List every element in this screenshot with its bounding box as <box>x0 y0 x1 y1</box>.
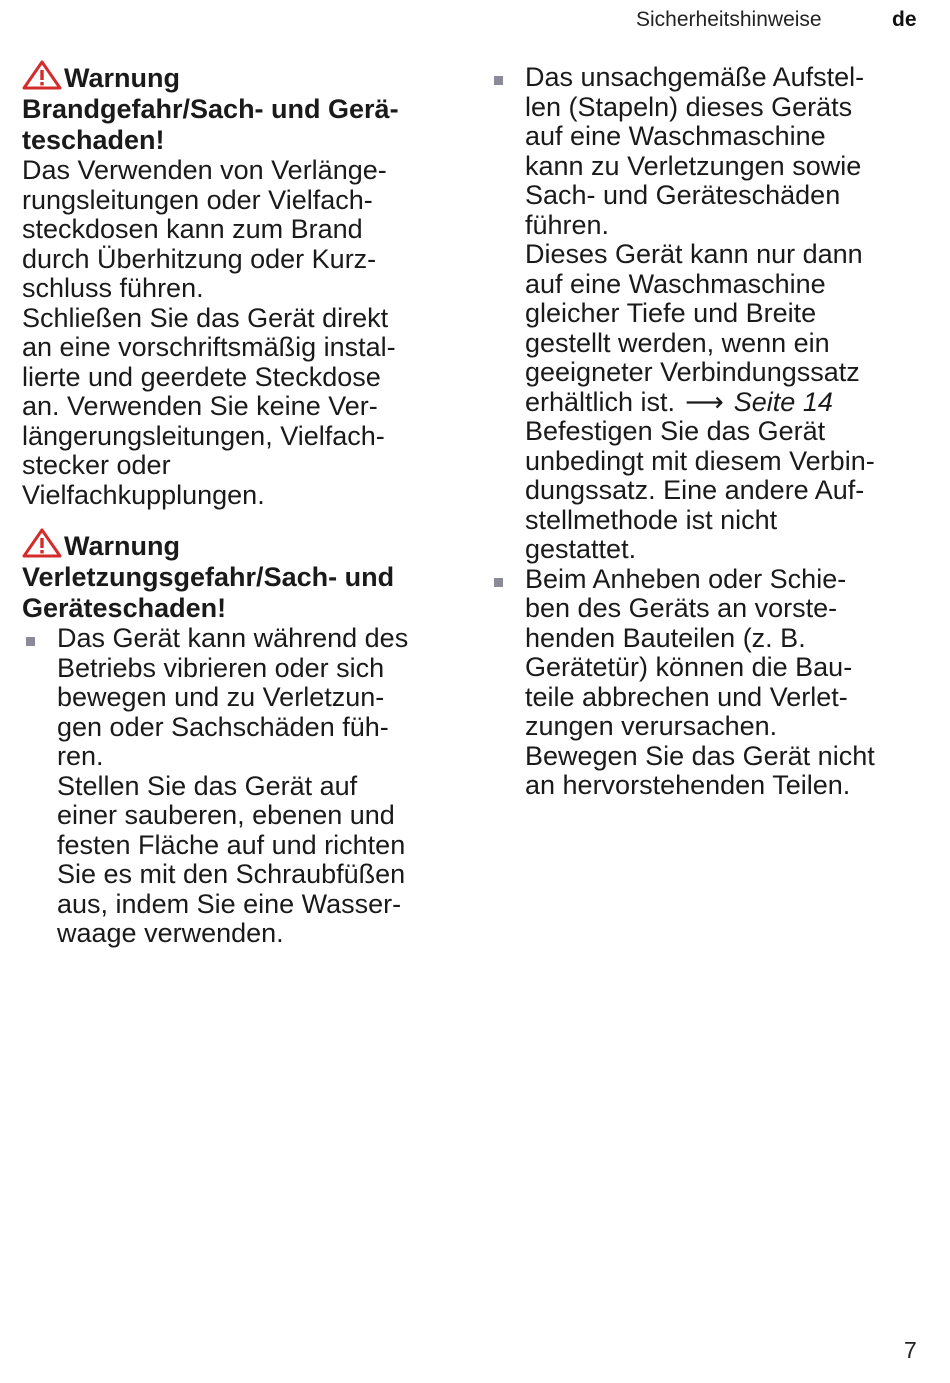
text-line: auf eine Waschmaschine <box>525 121 826 151</box>
warning-title-line: Brandgefahr/Sach- und Gerä- <box>22 94 399 124</box>
warning-title-line: Geräteschaden! <box>22 593 227 623</box>
text-line: längerungsleitungen, Vielfach- <box>22 420 385 451</box>
warning-injury <box>22 528 447 949</box>
bullet-item <box>490 565 930 801</box>
warning-triangle-icon <box>22 60 62 90</box>
text-line: einer sauberen, ebenen und <box>57 800 395 830</box>
bullet-square-icon <box>494 76 503 85</box>
warning-label: Warnung <box>64 63 180 93</box>
text-line: dungssatz. Eine andere Auf- <box>525 475 865 505</box>
header-language: de <box>892 8 917 31</box>
bullet-item <box>490 63 930 565</box>
text-line: erhältlich ist. <box>525 386 676 417</box>
text-line: Das unsachgemäße Aufstel- <box>525 62 865 92</box>
text-line: zungen verursachen. <box>525 711 778 741</box>
right-column <box>490 60 930 801</box>
text-line: Sach- und Geräteschäden <box>525 180 841 210</box>
warning-title-line: Verletzungsgefahr/Sach- und <box>22 562 395 592</box>
text-line: gestattet. <box>525 534 637 564</box>
text-line: an. Verwenden Sie keine Ver- <box>22 391 378 421</box>
warning-fire <box>22 60 447 510</box>
text-line: Schließen Sie das Gerät direkt <box>22 302 389 333</box>
text-line: unbedingt mit diesem Verbin- <box>525 445 875 476</box>
text-line: ben des Geräts an vorste- <box>525 593 838 623</box>
text-line: festen Fläche auf und richten <box>57 829 406 860</box>
text-line: Betriebs vibrieren oder sich <box>57 652 385 683</box>
text-line: gleicher Tiefe und Breite <box>525 298 817 328</box>
text-line: geeigneter Verbindungssatz <box>525 357 860 387</box>
text-line: len (Stapeln) dieses Geräts <box>525 91 853 122</box>
page-reference-link[interactable]: Seite 14 <box>733 386 833 417</box>
text-line: Gerätetür) können die Bau- <box>525 652 853 682</box>
arrow-right-icon: ⟶ <box>685 386 724 417</box>
text-line: ren. <box>57 741 104 771</box>
text-line: Dieses Gerät kann nur dann <box>525 239 863 269</box>
text-line: Das Gerät kann während des <box>57 623 409 653</box>
text-line: schluss führen. <box>22 273 204 303</box>
text-line: an hervorstehenden Teilen. <box>525 770 851 800</box>
header-section-title: Sicherheitshinweise <box>636 8 822 31</box>
warning-label: Warnung <box>64 531 180 561</box>
warning-triangle-icon <box>22 528 62 558</box>
page-number: 7 <box>904 1337 917 1363</box>
page-reference-line <box>525 388 930 418</box>
text-line: steckdosen kann zum Brand <box>22 214 363 244</box>
text-line: führen. <box>525 209 610 240</box>
text-line: durch Überhitzung oder Kurz- <box>22 243 377 274</box>
text-line: bewegen und zu Verletzun- <box>57 682 385 712</box>
bullet-square-icon <box>494 578 503 587</box>
text-line: Sie es mit den Schraubfüßen <box>57 859 406 889</box>
text-line: Befestigen Sie das Gerät <box>525 416 826 446</box>
text-line: gestellt werden, wenn ein <box>525 327 830 358</box>
text-line: Bewegen Sie das Gerät nicht <box>525 740 875 771</box>
text-line: Beim Anheben oder Schie- <box>525 563 847 594</box>
bullet-square-icon <box>26 637 35 646</box>
text-line: henden Bauteilen (z. B. <box>525 622 806 653</box>
text-line: Stellen Sie das Gerät auf <box>57 770 358 801</box>
text-line: teile abbrechen und Verlet- <box>525 681 848 712</box>
text-line: waage verwenden. <box>57 918 284 948</box>
text-line: an eine vorschriftsmäßig instal- <box>22 332 396 362</box>
text-line: stellmethode ist nicht <box>525 504 778 535</box>
text-line: auf eine Waschmaschine <box>525 268 826 299</box>
warning-body <box>22 156 447 510</box>
text-line: Das Verwenden von Verlänge- <box>22 155 387 185</box>
warning-title-line: teschaden! <box>22 125 165 155</box>
left-column <box>22 60 447 967</box>
bullet-item <box>22 624 447 949</box>
text-line: stecker oder <box>22 450 171 480</box>
warning-heading <box>22 528 447 624</box>
text-line: kann zu Verletzungen sowie <box>525 150 862 181</box>
text-line: Vielfachkupplungen. <box>22 479 265 510</box>
text-line: lierte und geerdete Steckdose <box>22 361 381 392</box>
text-line: gen oder Sachschäden füh- <box>57 711 389 742</box>
warning-heading <box>22 60 447 156</box>
text-line: aus, indem Sie eine Wasser- <box>57 888 402 919</box>
text-line: rungsleitungen oder Vielfach- <box>22 184 373 215</box>
